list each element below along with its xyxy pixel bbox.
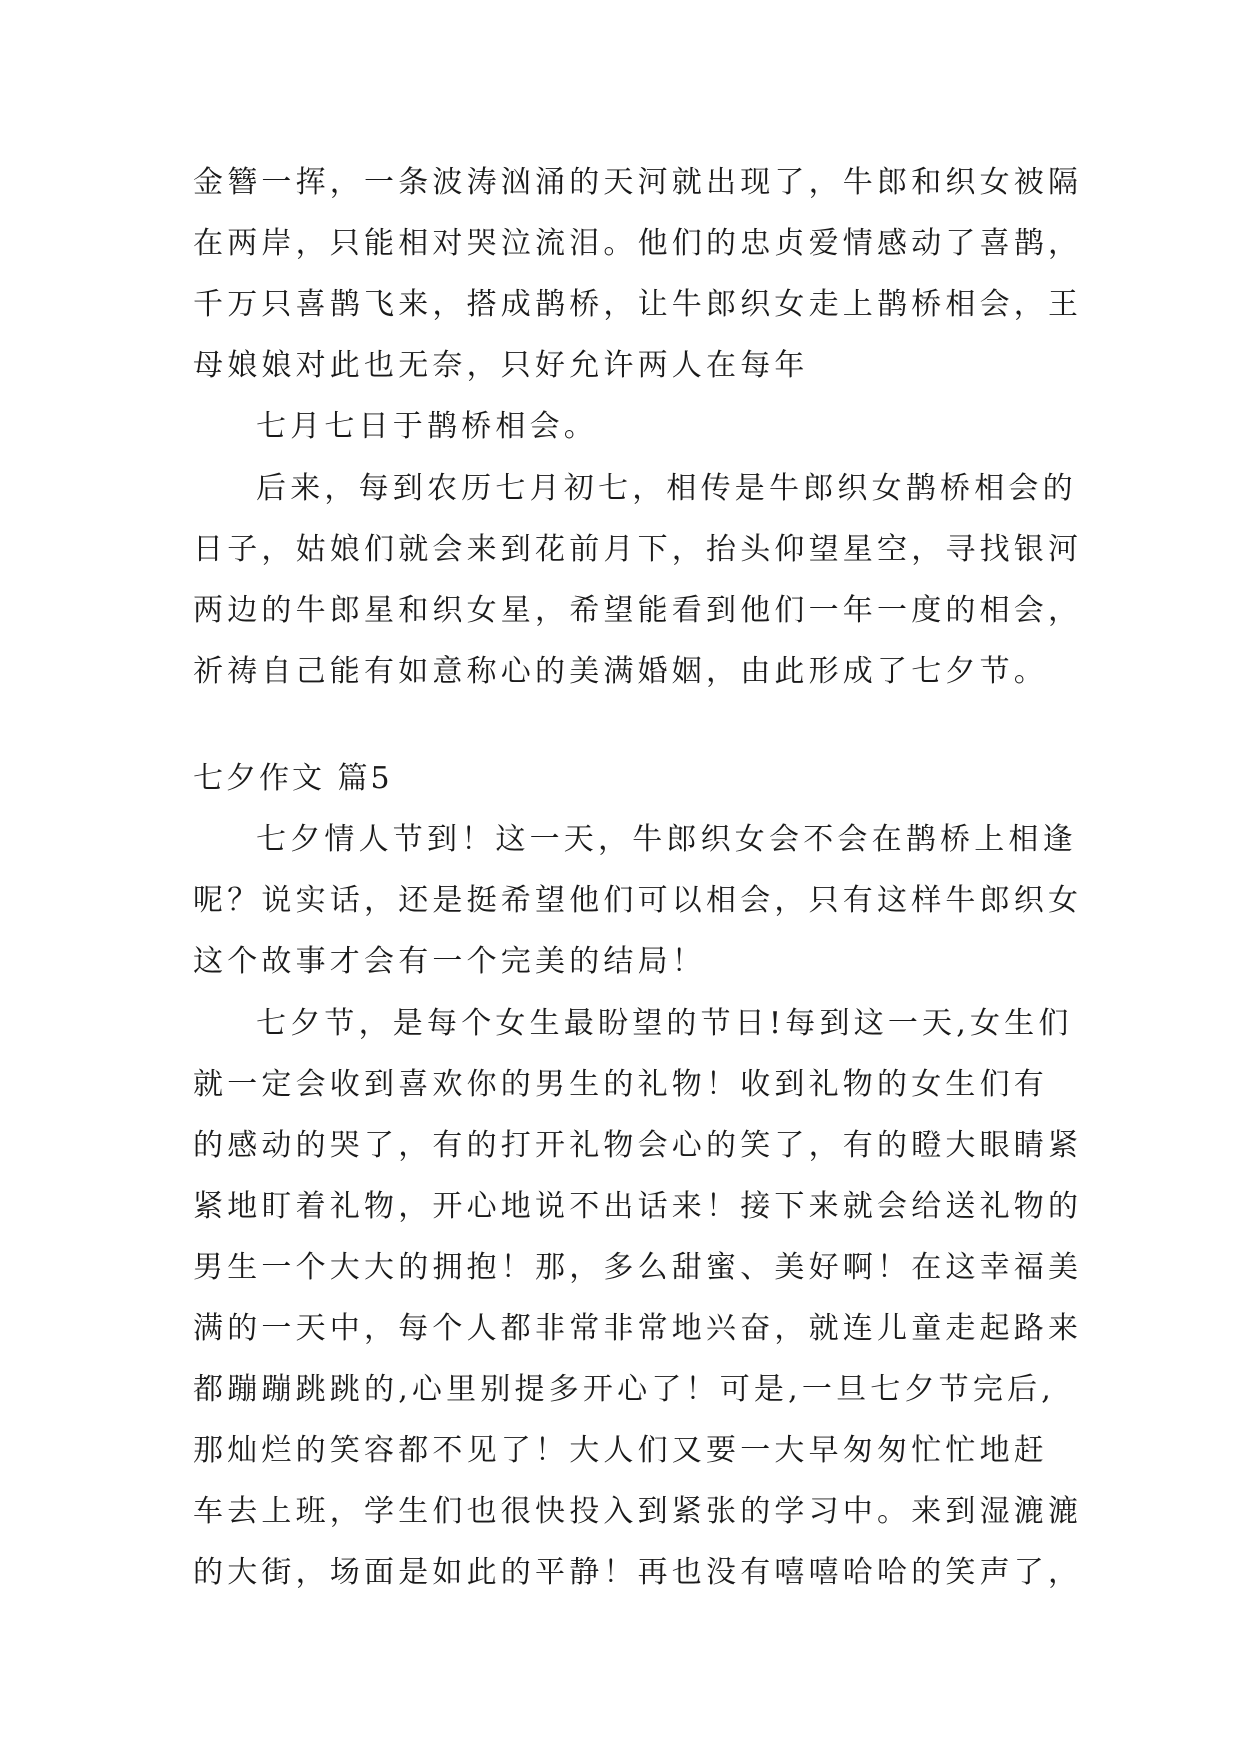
paragraph-line: 金簪一挥，一条波涛汹涌的天河就出现了，牛郎和织女被隔: [193, 165, 1083, 200]
paragraph-line: 两边的牛郎星和织女星，希望能看到他们一年一度的相会，: [193, 593, 1083, 628]
paragraph-line: 呢？说实话，还是挺希望他们可以相会，只有这样牛郎织女: [193, 883, 1083, 918]
paragraph-line: 祈祷自己能有如意称心的美满婚姻，由此形成了七夕节。: [193, 654, 1048, 689]
paragraph-line: 七夕情人节到！这一天，牛郎织女会不会在鹊桥上相逢: [256, 822, 1077, 857]
paragraph-line: 七夕节，是每个女生最盼望的节日!每到这一天,女生们: [256, 1006, 1073, 1041]
paragraph-line: 那灿烂的笑容都不见了！大人们又要一大早匆匆忙忙地赶: [193, 1433, 1048, 1468]
paragraph-line: 七月七日于鹊桥相会。: [256, 409, 598, 444]
paragraph-line: 的感动的哭了，有的打开礼物会心的笑了，有的瞪大眼睛紧: [193, 1128, 1083, 1163]
paragraph-line: 千万只喜鹊飞来，搭成鹊桥，让牛郎织女走上鹊桥相会，王: [193, 287, 1083, 322]
paragraph-line: 车去上班，学生们也很快投入到紧张的学习中。来到湿漉漉: [193, 1494, 1083, 1529]
paragraph-line: 这个故事才会有一个完美的结局！: [193, 944, 706, 979]
paragraph-line: 都蹦蹦跳跳的,心里别提多开心了！可是,一旦七夕节完后,: [193, 1372, 1056, 1407]
paragraph-line: 就一定会收到喜欢你的男生的礼物！收到礼物的女生们有: [193, 1067, 1048, 1102]
section-heading: 七夕作文 篇5: [193, 761, 393, 796]
paragraph-line: 后来，每到农历七月初七，相传是牛郎织女鹊桥相会的: [256, 471, 1077, 506]
paragraph-line: 日子，姑娘们就会来到花前月下，抬头仰望星空，寻找银河: [193, 532, 1083, 567]
paragraph-line: 紧地盯着礼物，开心地说不出话来！接下来就会给送礼物的: [193, 1189, 1083, 1224]
paragraph-line: 满的一天中，每个人都非常非常地兴奋，就连儿童走起路来: [193, 1311, 1083, 1346]
paragraph-line: 母娘娘对此也无奈，只好允许两人在每年: [193, 348, 809, 383]
paragraph-line: 男生一个大大的拥抱！那，多么甜蜜、美好啊！在这幸福美: [193, 1250, 1083, 1285]
paragraph-line: 在两岸，只能相对哭泣流泪。他们的忠贞爱情感动了喜鹊，: [193, 226, 1083, 261]
paragraph-line: 的大街，场面是如此的平静！再也没有嘻嘻哈哈的笑声了，: [193, 1555, 1083, 1590]
